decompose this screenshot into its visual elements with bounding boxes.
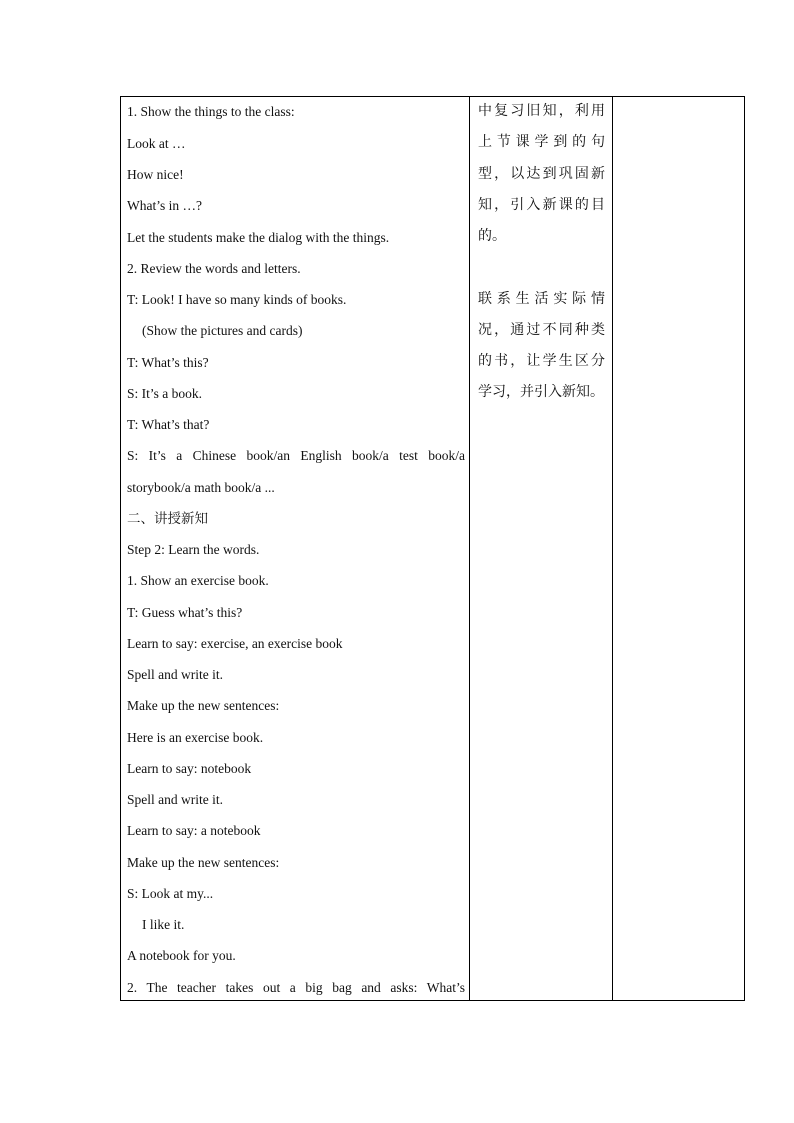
text-line: T: Look! I have so many kinds of books. — [127, 292, 347, 307]
section-heading: 二、讲授新知 — [127, 511, 208, 526]
design-intent-column — [470, 97, 613, 1000]
teaching-process-column — [121, 97, 470, 1000]
text-line: Spell and write it. — [127, 667, 223, 682]
text-line: Spell and write it. — [127, 792, 223, 807]
text-line: A notebook for you. — [127, 948, 236, 963]
text-line: Let the students make the dialog with the things. — [127, 230, 390, 245]
text-line: 2. Review the words and letters. — [127, 261, 301, 276]
note-line: 中复习旧知，利用 — [478, 103, 605, 119]
text-line: Make up the new sentences: — [127, 698, 280, 713]
note-line: 的。 — [478, 228, 506, 244]
text-line: Learn to say: notebook — [127, 761, 252, 776]
text-line: T: What’s this? — [127, 355, 209, 370]
text-line: Step 2: Learn the words. — [127, 542, 260, 557]
note-line: 型，以达到巩固新 — [478, 166, 605, 182]
note-line: 联系生活实际情 — [478, 291, 605, 307]
text-line: Make up the new sentences: — [127, 855, 280, 870]
text-line: S: It’s a book. — [127, 386, 203, 401]
text-line: Look at … — [127, 136, 186, 151]
note-line: 况，通过不同种类 — [478, 322, 605, 338]
text-line: Learn to say: a notebook — [127, 823, 261, 838]
remarks-column — [613, 97, 744, 1000]
note-line: 的书，让学生区分 — [478, 353, 605, 369]
text-line: How nice! — [127, 167, 184, 182]
text-line: 1. Show an exercise book. — [127, 573, 269, 588]
text-line: 2. The teacher takes out a big bag and asks: What’s — [127, 980, 465, 995]
text-line: I like it. — [142, 917, 185, 932]
text-line: T: What’s that? — [127, 417, 210, 432]
text-line: storybook/a math book/a ... — [127, 480, 275, 495]
text-line: What’s in …? — [127, 198, 202, 213]
text-line: S: Look at my... — [127, 886, 214, 901]
text-line: T: Guess what’s this? — [127, 605, 243, 620]
note-line: 上节课学到的句 — [478, 134, 605, 150]
note-line: 学习，并引入新知。 — [478, 384, 604, 400]
lesson-plan-table — [120, 96, 745, 1001]
text-line: Learn to say: exercise, an exercise book — [127, 636, 343, 651]
text-line: Here is an exercise book. — [127, 730, 264, 745]
text-line: S: It’s a Chinese book/an English book/a test book/a — [127, 448, 465, 463]
text-line: 1. Show the things to the class: — [127, 104, 295, 119]
note-line: 知，引入新课的目 — [478, 197, 605, 213]
text-line: (Show the pictures and cards) — [142, 323, 303, 338]
